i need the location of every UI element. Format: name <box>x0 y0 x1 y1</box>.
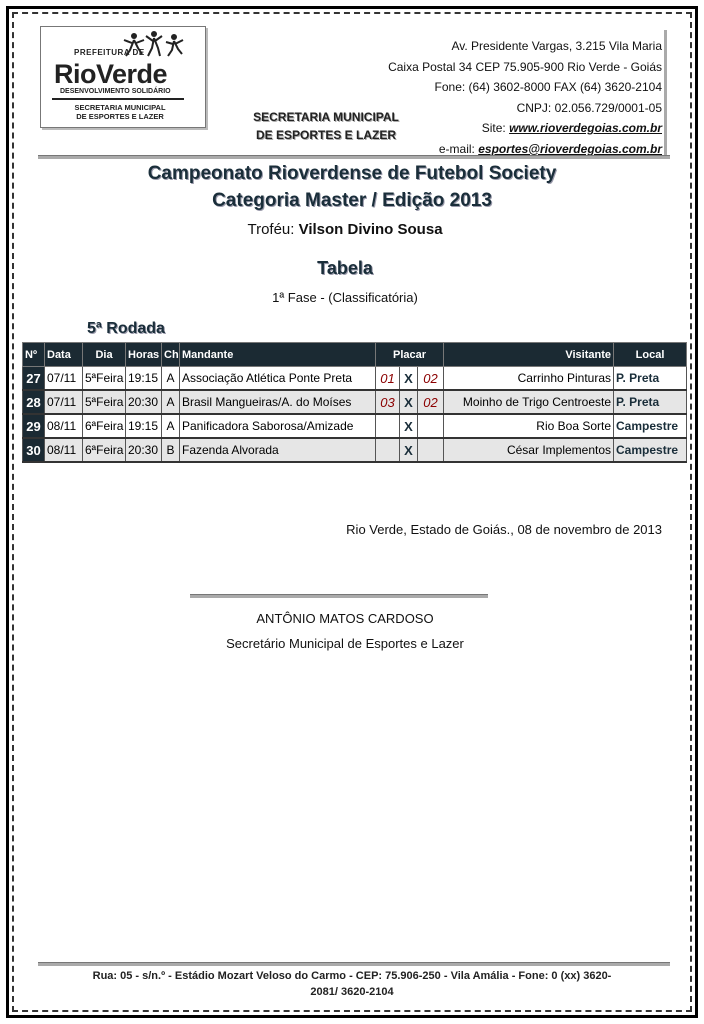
col-day: Dia <box>83 343 126 367</box>
game-away: César Implementos <box>444 438 614 462</box>
footer-rule <box>38 962 670 966</box>
trophy-line <box>0 221 690 238</box>
game-versus: X <box>400 390 418 414</box>
table-title: Tabela <box>317 258 373 278</box>
footer-line2: 2081/ 3620-2104 <box>310 986 394 998</box>
game-away-score: 02 <box>418 367 444 391</box>
game-ch: B <box>162 438 180 462</box>
game-time: 19:15 <box>126 414 162 438</box>
game-num: 29 <box>23 414 45 438</box>
email-label: e-mail: <box>438 141 475 156</box>
game-home: Brasil Mangueiras/A. do Moíses <box>180 390 376 414</box>
game-date: 07/11 <box>45 367 83 391</box>
col-date: Data <box>45 343 83 367</box>
phone-line: Fone: (64) 3602-8000 FAX (64) 3620-2104 <box>434 80 662 94</box>
city-date: Rio Verde, Estado de Goiás., 08 de novembro de 2013 <box>346 522 662 537</box>
game-away: Carrinho Pinturas <box>444 367 614 391</box>
game-num: 28 <box>23 390 45 414</box>
address-line: Av. Presidente Vargas, 3.215 Vila Maria <box>451 39 662 53</box>
table-row <box>23 367 687 391</box>
game-location: Campestre <box>614 414 687 438</box>
game-ch: A <box>162 414 180 438</box>
game-location: P. Preta <box>614 390 687 414</box>
round-title: 5ª Rodada <box>87 320 165 337</box>
logo-slogan: DESENVOLVIMENTO SOLIDÁRIO <box>60 88 171 95</box>
game-time: 20:30 <box>126 390 162 414</box>
trophy-label: Troféu: <box>247 221 295 238</box>
category-title: Categoria Master / Edição 2013 <box>212 190 492 211</box>
game-location: Campestre <box>614 438 687 462</box>
game-day: 5ªFeira <box>83 390 126 414</box>
game-home-score: 01 <box>376 367 400 391</box>
footer-line1: Rua: 05 - s/n.º - Estádio Mozart Veloso do Carmo - CEP: 75.906-250 - Vila Amália - Fone: 0 (xx) 3620- <box>92 970 612 982</box>
logo-secretaria-line2: DE ESPORTES E LAZER <box>76 112 164 121</box>
game-home: Associação Atlética Ponte Preta <box>180 367 376 391</box>
logo-divider <box>52 98 184 100</box>
contact-block <box>388 36 662 159</box>
secretaria-line1: SECRETARIA MUNICIPAL <box>253 110 399 124</box>
game-date: 08/11 <box>45 438 83 462</box>
game-versus: X <box>400 367 418 391</box>
game-versus: X <box>400 414 418 438</box>
cnpj-line: CNPJ: 02.056.729/0001-05 <box>516 100 662 115</box>
game-num: 30 <box>23 438 45 462</box>
table-row <box>23 414 687 438</box>
game-num: 27 <box>23 367 45 391</box>
site-line <box>388 118 662 139</box>
game-away-score: 02 <box>418 390 444 414</box>
table-header-row <box>23 343 687 367</box>
game-away-score <box>418 438 444 462</box>
email-link[interactable]: esportes@rioverdegoias.com.br <box>478 141 662 156</box>
game-location: P. Preta <box>614 367 687 391</box>
game-ch: A <box>162 390 180 414</box>
game-time: 19:15 <box>126 367 162 391</box>
game-home-score <box>376 414 400 438</box>
col-time: Horas <box>126 343 162 367</box>
logo-wordmark: RioVerde <box>54 59 168 89</box>
logo-secretaria <box>50 103 190 121</box>
game-versus: X <box>400 438 418 462</box>
site-link[interactable]: www.rioverdegoias.com.br <box>509 121 662 135</box>
championship-title: Campeonato Rioverdense de Futebol Society <box>147 163 557 184</box>
logo-prefeitura: PREFEITURA DE <box>74 48 145 57</box>
game-ch: A <box>162 367 180 391</box>
game-home-score <box>376 438 400 462</box>
game-home: Fazenda Alvorada <box>180 438 376 462</box>
trophy-name: Vilson Divino Sousa <box>298 221 443 238</box>
header-rule <box>38 155 670 159</box>
site-label: Site: <box>481 121 506 135</box>
phase-title: 1ª Fase - (Classificatória) <box>272 290 418 305</box>
game-away: Rio Boa Sorte <box>444 414 614 438</box>
game-home-score: 03 <box>376 390 400 414</box>
game-date: 07/11 <box>45 390 83 414</box>
col-location: Local <box>614 343 687 367</box>
game-day: 6ªFeira <box>83 414 126 438</box>
game-day: 6ªFeira <box>83 438 126 462</box>
game-away: Moinho de Trigo Centroeste <box>444 390 614 414</box>
col-home: Mandante <box>180 343 376 367</box>
game-date: 08/11 <box>45 414 83 438</box>
col-score: Placar <box>376 343 444 367</box>
col-ch: Ch <box>162 343 180 367</box>
footer-address <box>40 968 664 1000</box>
table-row <box>23 438 687 462</box>
secretaria-line2: DE ESPORTES E LAZER <box>255 128 397 142</box>
col-num: Nº <box>23 343 45 367</box>
col-away: Visitante <box>444 343 614 367</box>
logo-secretaria-line1: SECRETARIA MUNICIPAL <box>74 103 166 112</box>
signer-name: ANTÔNIO MATOS CARDOSO <box>256 611 434 626</box>
game-away-score <box>418 414 444 438</box>
postal-line: Caixa Postal 34 CEP 75.905-900 Rio Verde - Goiás <box>388 59 662 74</box>
game-day: 5ªFeira <box>83 367 126 391</box>
game-home: Panificadora Saborosa/Amizade <box>180 414 376 438</box>
signer-role: Secretário Municipal de Esportes e Lazer <box>226 636 464 651</box>
table-row <box>23 390 687 414</box>
signature-line <box>190 594 488 598</box>
header-vertical-rule <box>664 30 667 158</box>
games-table <box>22 342 687 463</box>
game-time: 20:30 <box>126 438 162 462</box>
